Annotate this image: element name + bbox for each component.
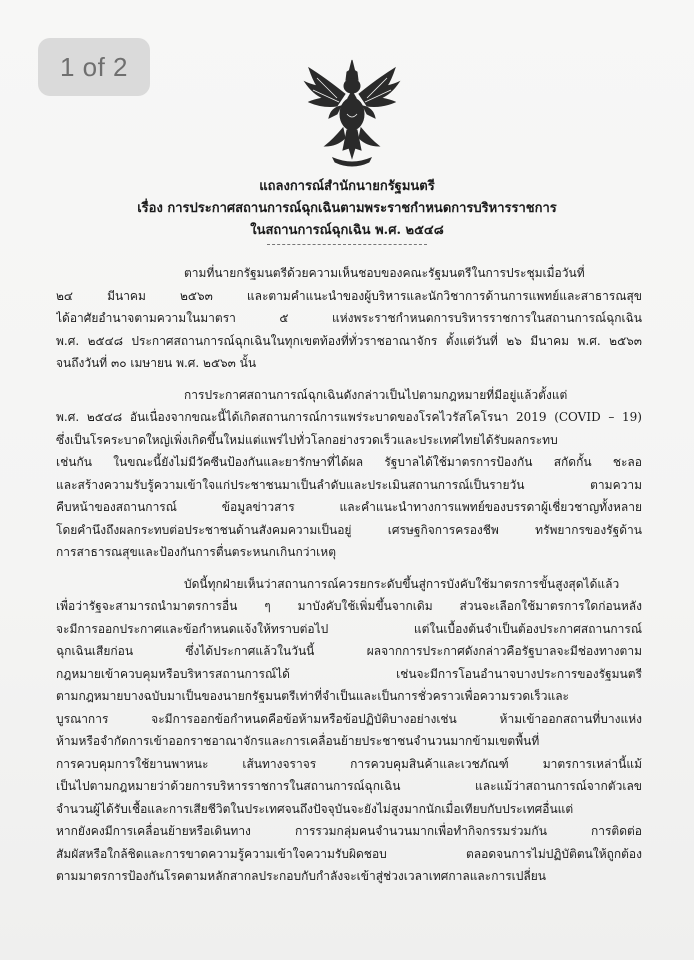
paragraph-line: ห้ามหรือจำกัดการเข้าออกราชอาณาจักรและการเคลื่อนย้ายประชาชนจำนวนมากข้ามเขตพื้นที่ (56, 734, 540, 748)
paragraph-line: จะมีการออกประกาศและข้อกำหนดแจ้งให้ทราบต่อไป แต่ในเบื้องต้นจำเป็นต้องประกาศสถานการณ์ (56, 621, 642, 636)
paragraph-line: โดยคำนึงถึงผลกระทบต่อประชาชนด้านสังคมความเป็นอยู่ เศรษฐกิจการครองชีพ ทรัพยากรของรัฐด้าน (56, 522, 642, 537)
paragraph-line: ฉุกเฉินเสียก่อน ซึ่งได้ประกาศแล้วในวันนี้ ผลจากการประกาศดังกล่าวคือรัฐบาลจะมีช่องทางตาม (56, 644, 642, 658)
paragraph-line: จนถึงวันที่ ๓๐ เมษายน พ.ศ. ๒๕๖๓ นั้น (56, 356, 257, 370)
paragraph-line: ตามมาตรการป้องกันโรคตามหลักสากลประกอบกับกำลังจะเข้าสู่ช่วงเวลาเทศกาลและการเปลี่ยน (56, 869, 546, 883)
paragraph-line: จำนวนผู้ได้รับเชื้อและการเสียชีวิตในประเทศจนถึงปัจจุบันจะยังไม่สูงมากนักเมื่อเทียบกับประเทศอื่นแต่ (56, 801, 574, 816)
document-body (56, 262, 642, 897)
paragraph-line: การประกาศสถานการณ์ฉุกเฉินดังกล่าวเป็นไปตามกฎหมายที่มีอยู่แล้วตั้งแต่ (184, 387, 568, 402)
paragraph-line: เป็นไปตามกฎหมายว่าด้วยการบริหารราชการในสถานการณ์ฉุกเฉิน และแม้ว่าสถานการณ์จากตัวเลข (56, 779, 642, 793)
paragraph-line: ได้อาศัยอำนาจตามความในมาตรา ๕ แห่งพระราชกำหนดการบริหารราชการในสถานการณ์ฉุกเฉิน (56, 311, 642, 325)
paragraph-3 (56, 573, 642, 888)
document-heading (0, 176, 694, 245)
heading-divider (267, 244, 427, 245)
paragraph-2 (56, 384, 642, 564)
paragraph-line: ตามกฎหมายบางฉบับมาเป็นของนายกรัฐมนตรีเท่าที่จำเป็นและเป็นการชั่วคราวเพื่อความรวดเร็วและ (56, 689, 569, 703)
paragraph-line: พ.ศ. ๒๕๔๘ ประกาศสถานการณ์ฉุกเฉินในทุกเขตท้องที่ทั่วราชอาณาจักร ตั้งแต่วันที่ ๒๖ มีนาคม พ.ศ. ๒๕๖๓ (56, 333, 642, 348)
paragraph-line: การควบคุมการใช้ยานพาหนะ เส้นทางจราจร การควบคุมสินค้าและเวชภัณฑ์ มาตรการเหล่านี้แม้ (56, 756, 642, 771)
paragraph-line: คืบหน้าของสถานการณ์ ข้อมูลข่าวสาร และคำแนะนำทางการแพทย์ของบรรดาผู้เชี่ยวชาญทั้งหลาย (56, 500, 642, 514)
paragraph-line: หากยังคงมีการเคลื่อนย้ายหรือเดินทาง การรวมกลุ่มคนจำนวนมากเพื่อทำกิจกรรมร่วมกัน การติดต่อ (56, 824, 642, 838)
paragraph-line: บูรณาการ จะมีการออกข้อกำหนดคือข้อห้ามหรือข้อปฏิบัติบางอย่างเช่น ห้ามเข้าออกสถานที่บางแห่ง (56, 711, 642, 726)
paragraph-1 (56, 262, 642, 375)
paragraph-line: ๒๔ มีนาคม ๒๕๖๓ และตามคำแนะนำของผู้บริหารและนักวิชาการด้านการแพทย์และสาธารณสุข (56, 288, 642, 303)
paragraph-line: กฎหมายเข้าควบคุมหรือบริหารสถานการณ์ได้ เช่นจะมีการโอนอำนาจบางประการของรัฐมนตรี (56, 666, 642, 681)
page-counter-badge: 1 of 2 (38, 38, 150, 96)
heading-subject-cont: ในสถานการณ์ฉุกเฉิน พ.ศ. ๒๕๔๘ (250, 223, 444, 238)
paragraph-line: บัดนี้ทุกฝ่ายเห็นว่าสถานการณ์ควรยกระดับขึ้นสู่การบังคับใช้มาตรการขั้นสูงสุดได้แล้ว (184, 576, 620, 591)
paragraph-line: เช่นกัน ในขณะนี้ยังไม่มีวัคซีนป้องกันและยารักษาที่ได้ผล รัฐบาลได้ใช้มาตรการป้องกัน สกัดกั้น ชะลอ (56, 455, 642, 469)
garuda-emblem-icon (303, 58, 401, 168)
paragraph-line: ซึ่งเป็นโรคระบาดใหญ่เพิ่งเกิดขึ้นใหม่แต่แพร่ไปทั่วโลกอย่างรวดเร็วและประเทศไทยได้รับผลกระทบ (56, 432, 558, 447)
paragraph-line: เพื่อว่ารัฐจะสามารถนำมาตรการอื่น ๆ มาบังคับใช้เพิ่มขึ้นจากเดิม ส่วนจะเลือกใช้มาตรการใดก่อนหลัง (56, 599, 642, 613)
heading-subject: เรื่อง การประกาศสถานการณ์ฉุกเฉินตามพระราชกำหนดการบริหารราชการ (137, 201, 557, 216)
heading-title: แถลงการณ์สำนักนายกรัฐมนตรี (259, 179, 435, 194)
paragraph-line: พ.ศ. ๒๕๔๘ อันเนื่องจากขณะนี้ได้เกิดสถานการณ์การแพร่ระบาดของโรคไวรัสโคโรนา 2019 (COVID – 19) (56, 410, 642, 424)
paragraph-line: ตามที่นายกรัฐมนตรีด้วยความเห็นชอบของคณะรัฐมนตรีในการประชุมเมื่อวันที่ (184, 266, 585, 280)
paragraph-line: และสร้างความรับรู้ความเข้าใจแก่ประชาชนมาเป็นลำดับและประเมินสถานการณ์เป็นรายวัน ตามความ (56, 477, 642, 492)
paragraph-line: สัมผัสหรือใกล้ชิดและการขาดความรู้ความเข้าใจความรับผิดชอบ ตลอดจนการไม่ปฏิบัติตนให้ถูกต้อง (56, 846, 642, 861)
paragraph-line: การสาธารณสุขและป้องกันการตื่นตระหนกเกินกว่าเหตุ (56, 545, 336, 559)
